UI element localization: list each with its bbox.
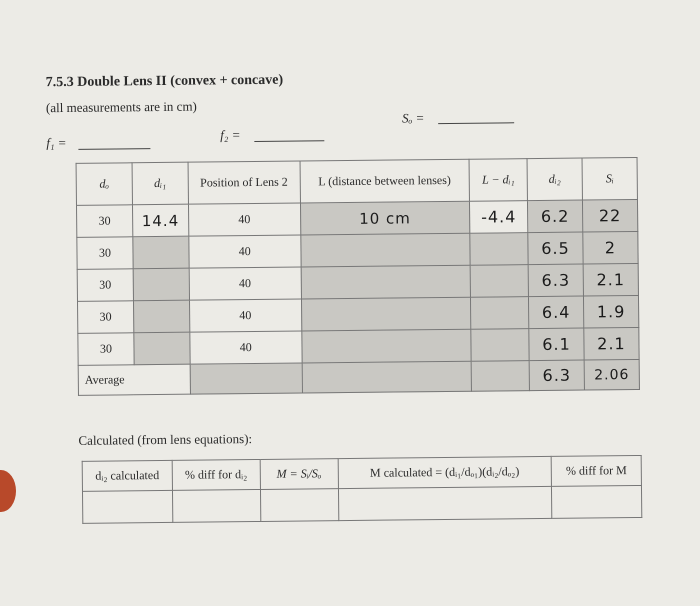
- header-di2-calculated: dᵢ₂ calculated: [82, 460, 172, 491]
- header-percent-diff-M: % diff for M: [551, 455, 641, 486]
- cell-si: 22: [582, 199, 637, 232]
- average-L-minus-di1: [471, 361, 529, 392]
- average-row: [78, 359, 639, 395]
- cell-di1: [133, 268, 189, 301]
- cell-M[interactable]: [260, 489, 338, 522]
- f2-label: f₂ =: [220, 127, 241, 143]
- header-M: M = Sᵢ/Sₒ: [260, 459, 338, 490]
- cell-do: 30: [76, 205, 132, 238]
- cell-L: 10 cm: [300, 201, 470, 235]
- cell-do: 30: [77, 269, 133, 302]
- measurement-table: [76, 157, 640, 396]
- header-si: Sᵢ: [582, 157, 637, 200]
- cell-L: [301, 265, 471, 299]
- average-di2: 6.3: [529, 360, 584, 391]
- cell-L-minus-di1: [471, 297, 529, 330]
- cell-L: [301, 297, 471, 331]
- cell-L: [300, 233, 470, 267]
- header-row: [76, 157, 637, 205]
- header-di2: dᵢ₂: [527, 158, 582, 201]
- cell-do: 30: [77, 237, 133, 270]
- calculated-label: Calculated (from lens equations):: [78, 431, 253, 448]
- cell-position: 40: [189, 267, 301, 300]
- f2-blank[interactable]: [254, 140, 324, 142]
- cell-di1: 14.4: [132, 204, 188, 237]
- cell-di1: [134, 332, 190, 365]
- so-label: Sₒ =: [402, 110, 425, 126]
- f1-blank[interactable]: [78, 148, 150, 150]
- header-di1: dᵢ₁: [132, 162, 188, 205]
- average-position: [190, 363, 302, 394]
- cell-do: 30: [78, 333, 134, 366]
- average-L: [302, 361, 472, 393]
- cell-di2: 6.1: [529, 328, 584, 361]
- cell-M-calculated[interactable]: [338, 486, 552, 520]
- cell-di2-calculated[interactable]: [82, 490, 172, 523]
- units-note: (all measurements are in cm): [45, 98, 197, 116]
- cell-di2: 6.4: [529, 296, 584, 329]
- average-si: 2.06: [584, 359, 639, 390]
- header-M-calculated: M calculated = (dᵢ₁/dₒ₁)(dᵢ₂/dₒ₂): [338, 456, 552, 488]
- cell-di1: [133, 300, 189, 333]
- cell-si: 1.9: [583, 295, 638, 328]
- cell-position: 40: [190, 331, 302, 364]
- cell-di2: 6.5: [528, 232, 583, 265]
- cell-L-minus-di1: [471, 329, 529, 362]
- header-L-minus-di1: L − dᵢ₁: [469, 159, 527, 202]
- cell-position: 40: [189, 235, 301, 268]
- cell-percent-diff-M[interactable]: [552, 485, 642, 518]
- header-L-distance: L (distance between lenses): [300, 159, 470, 203]
- average-label-text: Average: [84, 372, 125, 387]
- average-label: [78, 364, 190, 395]
- cell-si: 2: [583, 231, 638, 264]
- cell-percent-diff-di2[interactable]: [172, 489, 260, 522]
- cell-do: 30: [77, 301, 133, 334]
- calculated-table: [82, 455, 643, 524]
- section-title: 7.5.3 Double Lens II (convex + concave): [45, 72, 284, 91]
- cell-di2: 6.2: [528, 200, 583, 233]
- header-position-lens2: Position of Lens 2: [188, 161, 300, 204]
- cell-di2: 6.3: [528, 264, 583, 297]
- cell-di1: [133, 236, 189, 269]
- cell-si: 2.1: [583, 263, 638, 296]
- cell-L-minus-di1: -4.4: [470, 201, 528, 234]
- f1-label: f₁ =: [46, 134, 67, 151]
- header-do: dₒ: [76, 163, 132, 206]
- cell-L: [301, 329, 471, 363]
- so-blank[interactable]: [438, 122, 514, 124]
- cell-L-minus-di1: [470, 265, 528, 298]
- cell-si: 2.1: [584, 327, 639, 360]
- cell-position: 40: [188, 203, 300, 236]
- cell-L-minus-di1: [470, 233, 528, 266]
- calc-row: [82, 485, 641, 523]
- cell-position: 40: [189, 299, 301, 332]
- header-percent-diff-di2: % diff for dᵢ₂: [172, 459, 260, 490]
